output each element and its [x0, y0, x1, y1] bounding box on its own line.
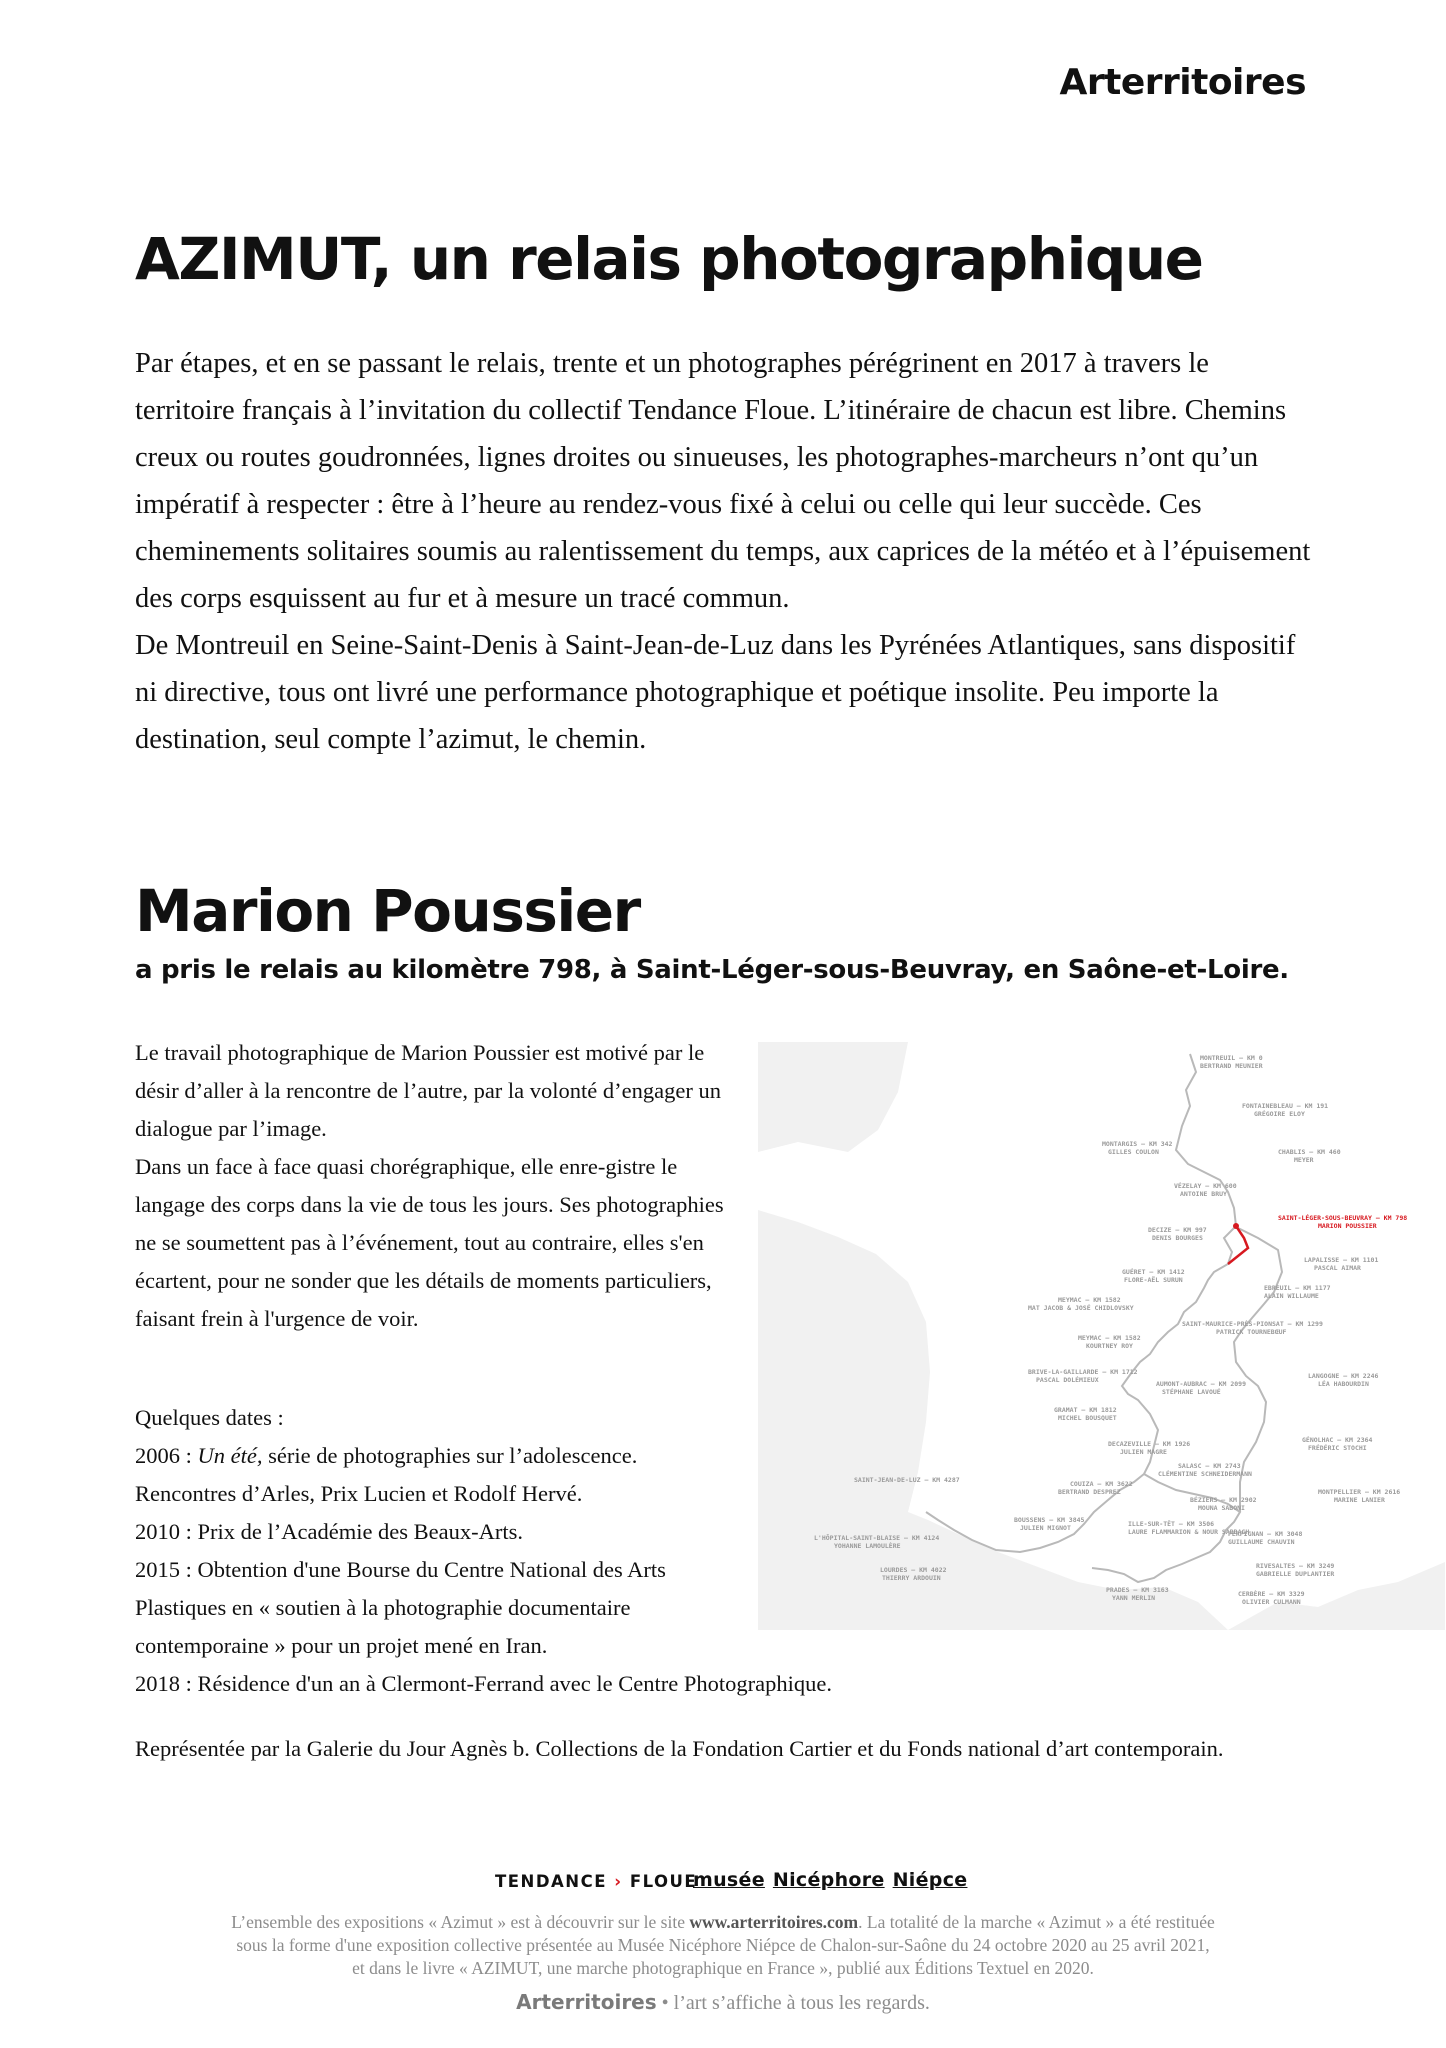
intro-text [135, 340, 1315, 763]
label-name-21: BERTRAND DESPREZ [1058, 1488, 1121, 1496]
label-km-7: LAPALISSE — KM 1101 [1304, 1256, 1379, 1264]
bio-paragraph-2: Dans un face à face quasi chorégraphique, elle enre-gistre le langage des corps dans la vie de tous les jours. Ses photographies ne se soumettent pas à l’événement, tout au contraire, elles s'en écartent, pour ne sonder que les détails de moments particuliers, faisant frein à l'urgence de voir. [135, 1154, 724, 1331]
label-name-31: OLIVIER CULMANN [1242, 1598, 1301, 1606]
label-km-30: PRADES — KM 3163 [1106, 1586, 1169, 1594]
label-name-16: MICHEL BOUSQUET [1058, 1414, 1117, 1422]
footer-tagline [0, 1990, 1446, 2015]
label-km-11: SAINT-MAURICE-PRÈS-PIONSAT — KM 1299 [1182, 1320, 1323, 1328]
dates-heading: Quelques dates : [135, 1405, 284, 1430]
label-name-27: GUILLAUME CHAUVIN [1228, 1538, 1295, 1546]
date-2006-year: 2006 : [135, 1443, 192, 1468]
label-km-27: PERPIGNAN — KM 3048 [1228, 1530, 1303, 1538]
intro-paragraph-2: De Montreuil en Seine-Saint-Denis à Saint-Jean-de-Luz dans les Pyrénées Atlantiques, sans dispositif ni directive, tous ont livré une performance photographique et poétique insolite. Peu importe la destination, seul compte l’azimut, le chemin. [135, 630, 1296, 755]
date-2006-title: Un été, [197, 1443, 263, 1468]
date-2006-rest: série de photographies sur l’adolescence. [268, 1443, 638, 1468]
artist-subtitle: a pris le relais au kilomètre 798, à Saint-Léger-sous-Beuvray, en Saône-et-Loire. [135, 955, 1289, 985]
date-2015-line3: contemporaine » pour un projet mené en Iran. [135, 1633, 548, 1658]
label-km-20: SAINT-JEAN-DE-LUZ — KM 4287 [854, 1476, 960, 1484]
footer-note-line3: et dans le livre « AZIMUT, une marche photographique en France », publié aux Éditions Textuel en 2020. [352, 1958, 1094, 1978]
date-2018: 2018 : Résidence d'un an à Clermont-Ferrand avec le Centre Photographique. [135, 1671, 832, 1696]
label-name-30: YANN MERLIN [1112, 1594, 1156, 1602]
label-name-0: BERTRAND MEUNIER [1200, 1062, 1263, 1070]
label-name-14: STÉPHANE LAVOUÉ [1162, 1388, 1221, 1396]
label-km-21: COUIZA — KM 3622 [1070, 1480, 1133, 1488]
tendance-floue-logo [495, 1872, 697, 1891]
tagline-brand: Arterritoires [516, 1990, 657, 2014]
label-km-19: SALASC — KM 2743 [1178, 1462, 1241, 1470]
label-km-1: FONTAINEBLEAU — KM 191 [1242, 1102, 1329, 1110]
label-km-6: DECIZE — KM 997 [1148, 1226, 1207, 1234]
label-name-4: ANTOINE BRUY [1180, 1190, 1227, 1198]
label-name-2: GILLES COULON [1108, 1148, 1159, 1156]
label-km-0: MONTREUIL — KM 0 [1200, 1054, 1263, 1062]
bio-paragraph-1: Le travail photographique de Marion Poussier est motivé par le désir d’aller à la rencontre de l’autre, par la volonté d’engager un dialogue par l’image. [135, 1040, 721, 1141]
label-name-26: LAURE FLAMMARION & NOUR SABBAGH [1128, 1528, 1250, 1536]
label-name-17: JULIEN MAGRE [1120, 1448, 1167, 1456]
footer-note-line1 [100, 1911, 1346, 1934]
label-km-9: EBREUIL — KM 1177 [1264, 1284, 1331, 1292]
label-name-9: ALAIN WILLAUME [1264, 1292, 1319, 1300]
chevron-right-icon: › [614, 1872, 623, 1891]
footer-note-post: . La totalité de la marche « Azimut » a été restituée [858, 1912, 1215, 1932]
footer-note-pre: L’ensemble des expositions « Azimut » est à découvrir sur le site [231, 1912, 685, 1932]
label-km-13: BRIVE-LA-GAILLARDE — KM 1712 [1028, 1368, 1138, 1376]
label-km-22: BÉZIERS — KM 2902 [1190, 1496, 1257, 1504]
label-km-24: L'HÔPITAL-SAINT-BLAISE — KM 4124 [814, 1534, 940, 1542]
label-name-7: PASCAL AIMAR [1314, 1264, 1361, 1272]
musee-niepce-part1: musée [693, 1869, 765, 1891]
label-km-17: DECAZEVILLE — KM 1926 [1108, 1440, 1191, 1448]
route-map [758, 1042, 1445, 1630]
label-name-6: DENIS BOURGES [1152, 1234, 1203, 1242]
tendance-floue-part2: FLOUE [629, 1872, 698, 1891]
brand-logo: Arterritoires [1059, 62, 1306, 103]
label-km-14: AUMONT-AUBRAC — KM 2099 [1156, 1380, 1247, 1388]
label-km-10: MEYMAC — KM 1582 [1058, 1296, 1121, 1304]
route-highlight-dot [1233, 1223, 1239, 1229]
footer-site-link[interactable]: www.arterritoires.com [689, 1912, 859, 1932]
label-km-18: GÉNOLHAC — KM 2364 [1302, 1436, 1373, 1444]
label-name-25: JULIEN MIGNOT [1020, 1524, 1071, 1532]
date-2015-line2: Plastiques en « soutien à la photographie documentaire [135, 1595, 631, 1620]
label-name-19: CLÉMENTINE SCHNEIDERMANN [1158, 1470, 1252, 1478]
date-2010: 2010 : Prix de l’Académie des Beaux-Arts. [135, 1519, 524, 1544]
label-name-28: GABRIELLE DUPLANTIER [1256, 1570, 1335, 1578]
label-name-24: YOHANNE LAMOULÈRE [834, 1542, 901, 1550]
label-km-3: CHABLIS — KM 460 [1278, 1148, 1341, 1156]
tagline-text: l’art s’affiche à tous les regards. [673, 1992, 930, 2014]
partner-logos [495, 1866, 968, 1896]
label-name-1: GRÉGOIRE ELOY [1254, 1110, 1305, 1118]
label-km-8: GUÉRET — KM 1412 [1122, 1268, 1185, 1276]
musee-niepce-logo [693, 1869, 975, 1891]
label-name-5: MARION POUSSIER [1318, 1222, 1377, 1230]
label-km-26: ILLE-SUR-TÊT — KM 3506 [1128, 1520, 1215, 1528]
label-name-15: LÉA HABOURDIN [1318, 1380, 1369, 1388]
label-km-31: CERBÈRE — KM 3329 [1238, 1590, 1305, 1598]
label-km-4: VÉZELAY — KM 600 [1174, 1182, 1237, 1190]
artist-bio [135, 1034, 735, 1338]
artist-name: Marion Poussier [135, 877, 640, 945]
label-km-25: BOUSSENS — KM 3845 [1014, 1516, 1085, 1524]
label-km-23: MONTPELLIER — KM 2616 [1318, 1488, 1401, 1496]
page-title: AZIMUT, un relais photographique [135, 225, 1203, 293]
route-map-svg [758, 1042, 1445, 1630]
label-name-29: THIERRY ARDOUIN [882, 1574, 941, 1582]
label-name-18: FRÉDÉRIC STOCHI [1308, 1444, 1367, 1452]
footer-note [100, 1911, 1346, 1980]
label-km-15: LANGOGNE — KM 2246 [1308, 1372, 1379, 1380]
label-km-2: MONTARGIS — KM 342 [1102, 1140, 1173, 1148]
representation-text: Représentée par la Galerie du Jour Agnès b. Collections de la Fondation Cartier et du Fonds national d’art contemporain. [135, 1736, 1224, 1761]
label-name-13: PASCAL DOLÉMIEUX [1036, 1376, 1099, 1384]
label-name-12: KOURTNEY ROY [1086, 1342, 1133, 1350]
tendance-floue-part1: TENDANCE [495, 1872, 607, 1891]
label-km-29: LOURDES — KM 4022 [880, 1566, 947, 1574]
label-name-8: FLORE-AËL SURUN [1124, 1276, 1183, 1284]
tagline-separator: • [661, 1992, 669, 2014]
footer-note-line2: sous la forme d'une exposition collective présentée au Musée Nicéphore Niépce de Chalon-sur-Saône du 24 octobre 2020 au 25 avril 2021, [236, 1935, 1210, 1955]
label-name-11: PATRICK TOURNEBŒUF [1216, 1328, 1287, 1336]
date-2015-line1: 2015 : Obtention d'une Bourse du Centre National des Arts [135, 1557, 666, 1582]
label-km-28: RIVESALTES — KM 3249 [1256, 1562, 1335, 1570]
intro-paragraph-1: Par étapes, et en se passant le relais, trente et un photographes pérégrinent en 2017 à travers le territoire français à l’invitation du collectif Tendance Floue. L’itinéraire de chacun est libre. Chemins creux ou routes goudronnées, lignes droites ou sinueuses, les photographes-marcheurs n’ont qu’un impératif à respecter : être à l’heure au rendez-vous fixé à celui ou celle qui leur succède. Ces cheminements solitaires soumis au ralentissement du temps, aux caprices de la météo et à l’épuisement des corps esquissent au fur et à mesure un tracé commun. [135, 348, 1311, 614]
date-2006-line2: Rencontres d’Arles, Prix Lucien et Rodolf Hervé. [135, 1481, 583, 1506]
musee-niepce-part3: Niépce [892, 1869, 968, 1891]
label-km-16: GRAMAT — KM 1812 [1054, 1406, 1117, 1414]
label-name-23: MARINE LANIER [1334, 1496, 1385, 1504]
label-name-22: MOUNA SABONI [1198, 1504, 1245, 1512]
label-name-10: MAT JACOB & JOSÉ CHIDLOVSKY [1028, 1304, 1134, 1312]
musee-niepce-part2: Nicéphore [772, 1869, 885, 1891]
label-km-12: MEYMAC — KM 1582 [1078, 1334, 1141, 1342]
label-name-3: MEYER [1294, 1156, 1314, 1164]
label-km-5: SAINT-LÉGER-SOUS-BEUVRAY — KM 798 [1278, 1214, 1408, 1222]
